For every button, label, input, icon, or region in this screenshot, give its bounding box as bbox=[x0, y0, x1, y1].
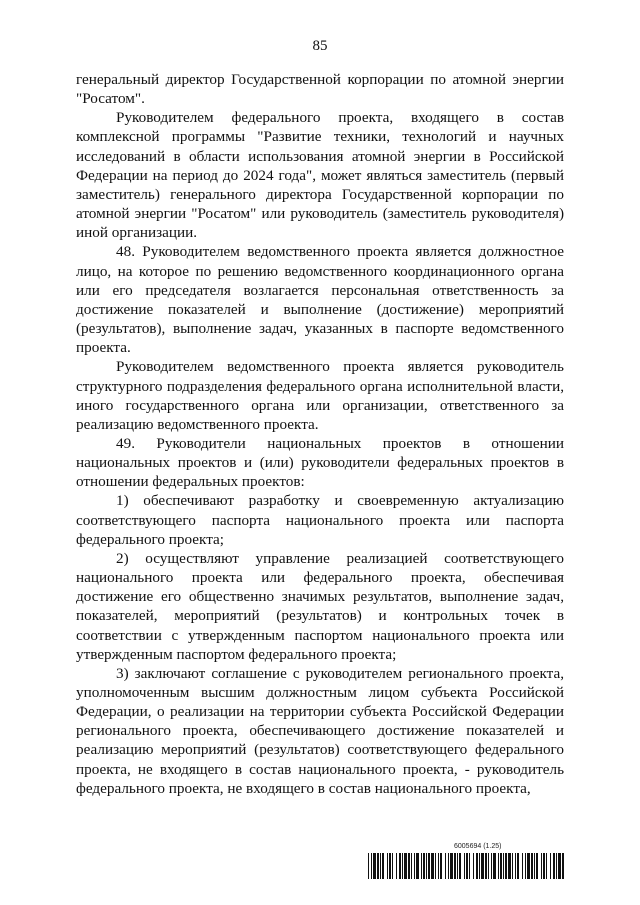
barcode-icon bbox=[368, 853, 564, 879]
paragraph: 1) обеспечивают разработку и своевременную актуализацию соответствующего паспорта национального проекта или паспорта федерального проекта; bbox=[76, 492, 564, 548]
paragraph: 2) осуществляют управление реализацией соответствующего национального проекта или федерального проекта, обеспечивая достижение его общественно значимых результатов, выполнение задач, показателей, мероприятий (результатов) и контрольных точек в соответствии с утвержденным паспортом национального проекта или утвержденным паспортом федерального проекта; bbox=[76, 549, 564, 663]
paragraph: 3) заключают соглашение с руководителем регионального проекта, уполномоченным высшим должностным лицом субъекта Российской Федерации, о реализации на территории субъекта Российской Федерации регионального проекта, обеспечивающего достижение показателей и реализацию мероприятий (результатов) соответствующего федерального проекта, не входящего в состав национального проекта, - руководитель федерального проекта, не входящего в состав национального проекта, bbox=[76, 664, 564, 797]
paragraph: 49. Руководители национальных проектов в отношении национальных проектов и (или) руководители федеральных проектов в отношении федеральных проектов: bbox=[76, 434, 564, 491]
paragraph: 48. Руководителем ведомственного проекта является должностное лицо, на которое по решению ведомственного координационного органа или его председателя возлагается персональная ответственность за достижение показателей и выполнение (достижение) мероприятий (результатов), выполнение задач, указанных в паспорте ведомственного проекта. bbox=[76, 243, 564, 357]
paragraph: Руководителем ведомственного проекта является руководитель структурного подразделения федерального органа исполнительной власти, иного государственного органа или организации, ответственного за реализацию ведомственного проекта. bbox=[76, 358, 564, 433]
barcode-caption: 6005694 (1.25) bbox=[454, 843, 502, 850]
paragraph: генеральный директор Государственной корпорации по атомной энергии "Росатом". bbox=[76, 71, 564, 108]
paragraph: Руководителем федерального проекта, входящего в состав комплексной программы "Развитие техники, технологий и научных исследований в области использования атомной энергии в Российской Федерации на период до 2024 года", может являться заместитель (первый заместитель) генерального директора Государственной корпорации по атомной энергии "Росатом" или руководитель (заместитель руководителя) иной организации. bbox=[76, 109, 564, 242]
page-number: 85 bbox=[312, 38, 328, 54]
barcode-area bbox=[368, 843, 564, 881]
document-body bbox=[76, 70, 564, 798]
